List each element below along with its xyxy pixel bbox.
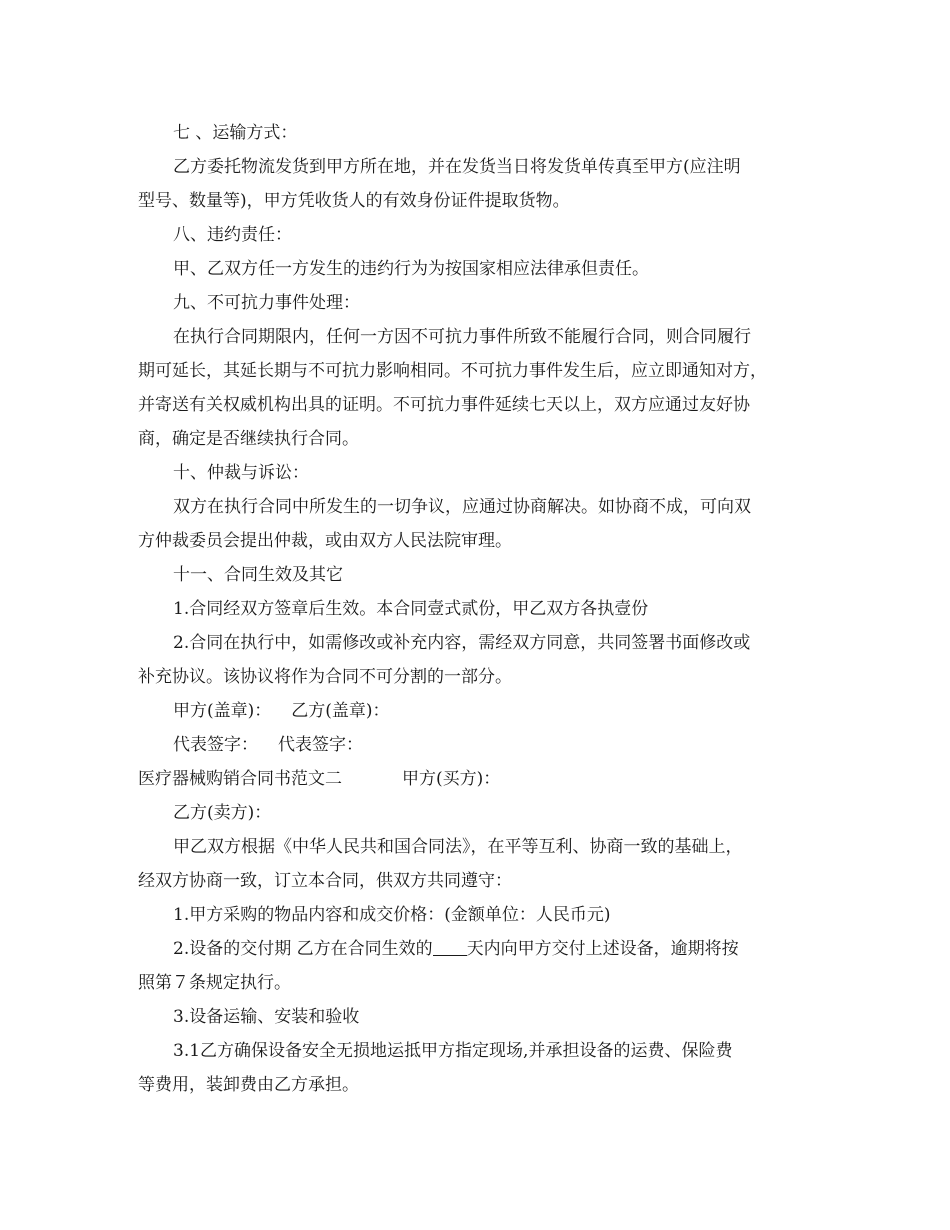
section-heading-effect: 十一、合同生效及其它 xyxy=(173,565,343,585)
text-line: 1.甲方采购的物品内容和成交价格：(金额单位：人民币元) xyxy=(173,905,611,925)
text-line: 商，确定是否继续执行合同。 xyxy=(138,429,359,449)
text-line: 期可延长，其延长期与不可抗力影响相同。不可抗力事件发生后，应立即通知对方， xyxy=(138,361,767,381)
text-line: 等费用，装卸费由乙方承担。 xyxy=(138,1075,359,1095)
second-contract-title-line xyxy=(138,762,828,796)
text-line: 双方在执行合同中所发生的一切争议，应通过协商解决。如协商不成，可向双 xyxy=(173,497,751,517)
party-a-seal-label: 甲方(盖章)： xyxy=(173,701,272,721)
text-line: 3.1乙方确保设备安全无损地运抵甲方指定现场,并承担设备的运费、保险费 xyxy=(173,1041,733,1061)
text-line: 型号、数量等)，甲方凭收货人的有效身份证件提取货物。 xyxy=(138,191,570,211)
text-line: 补充协议。该协议将作为合同不可分割的一部分。 xyxy=(138,667,512,687)
party-b-seller-label: 乙方(卖方)： xyxy=(173,803,272,823)
delivery-text-end: 天内向甲方交付上述设备，逾期将按 xyxy=(466,939,739,959)
signature-rep-line xyxy=(138,728,828,762)
text-line: 1.合同经双方签章后生效。本合同壹式贰份，甲乙双方各执壹份 xyxy=(173,599,649,619)
days-blank xyxy=(433,935,467,956)
delivery-text-start: 2.设备的交付期 乙方在合同生效的 xyxy=(173,939,433,959)
document-body xyxy=(138,116,828,1102)
section-heading-transport: 七 、运输方式： xyxy=(173,123,298,143)
section-heading-force-majeure: 九、不可抗力事件处理： xyxy=(173,293,360,313)
text-line: 乙方委托物流发货到甲方所在地，并在发货当日将发货单传真至甲方(应注明 xyxy=(173,157,741,177)
text-line: 甲、乙双方任一方发生的违约行为为按国家相应法律承但责任。 xyxy=(173,259,649,279)
text-line: 甲乙双方根据《中华人民共和国合同法》，在平等互利、协商一致的基础上， xyxy=(173,837,743,857)
second-contract-title: 医疗器械购销合同书范文二 xyxy=(138,769,342,789)
text-line: 并寄送有关权威机构出具的证明。不可抗力事件延续七天以上，双方应通过友好协 xyxy=(138,395,750,415)
party-b-seal-label: 乙方(盖章)： xyxy=(291,701,390,721)
text-line: 方仲裁委员会提出仲裁，或由双方人民法院审理。 xyxy=(138,531,512,551)
section-heading-installation: 3.设备运输、安装和验收 xyxy=(173,1007,360,1027)
text-line: 2.合同在执行中，如需修改或补充内容，需经双方同意，共同签署书面修改或 xyxy=(173,633,751,653)
party-a-rep-label: 代表签字： xyxy=(173,735,258,755)
text-line: 在执行合同期限内，任何一方因不可抗力事件所致不能履行合同，则合同履行 xyxy=(173,327,751,347)
signature-seal-line xyxy=(138,694,828,728)
section-heading-liability: 八、违约责任： xyxy=(173,225,292,245)
text-line: 经双方协商一致，订立本合同，供双方共同遵守： xyxy=(138,871,512,891)
section-heading-arbitration: 十、仲裁与诉讼： xyxy=(173,463,309,483)
delivery-line xyxy=(138,932,828,966)
party-b-rep-label: 代表签字： xyxy=(278,735,363,755)
text-line: 照第７条规定执行。 xyxy=(138,973,291,993)
party-a-buyer-label: 甲方(买方)： xyxy=(402,769,501,789)
